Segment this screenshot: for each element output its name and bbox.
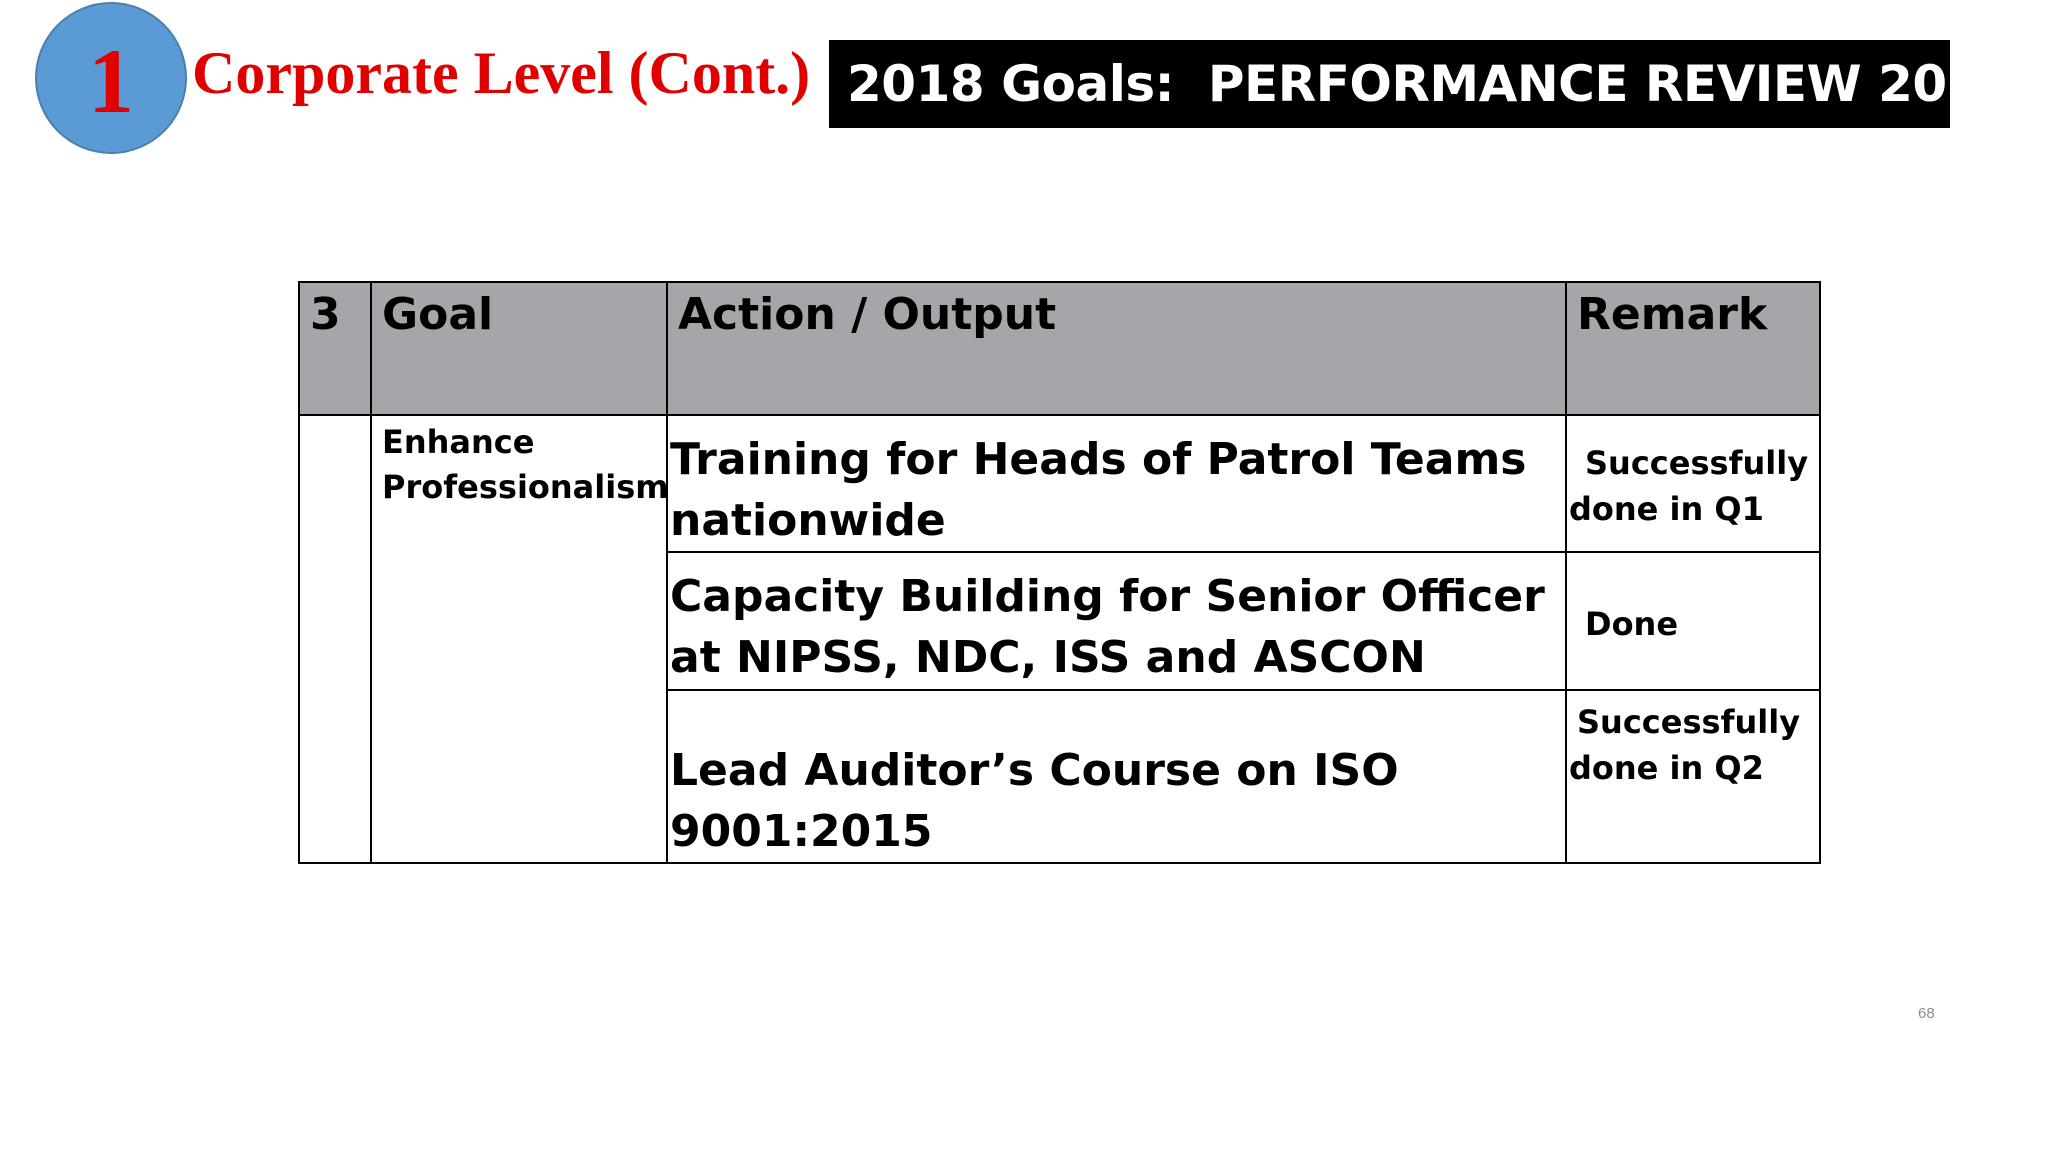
remark-line: done in Q1 <box>1569 490 1764 529</box>
action-cell: Lead Auditor’s Course on ISO 9001:2015 <box>667 690 1566 863</box>
number-cell <box>299 415 371 863</box>
table-header-row <box>299 282 1820 415</box>
header-action: Action / Output <box>667 282 1566 415</box>
remark-line: Done <box>1585 605 1679 644</box>
review-banner-text: 2018 Goals: PERFORMANCE REVIEW 2018. <box>847 55 2034 113</box>
remark-line: done in Q2 <box>1569 749 1764 788</box>
review-banner <box>829 40 2034 128</box>
remark-line: Successfully <box>1577 702 1801 741</box>
header-number: 3 <box>299 282 371 415</box>
section-number: 1 <box>88 30 134 132</box>
goals-table <box>298 281 1821 864</box>
section-number-badge <box>35 2 187 154</box>
action-cell: Capacity Building for Senior Officer at NIPSS, NDC, ISS and ASCON <box>667 552 1566 689</box>
remark-line: Successfully <box>1585 444 1809 482</box>
page-number: 68 <box>1918 1005 1935 1022</box>
section-title: Corporate Level (Cont.) <box>192 40 811 106</box>
header-remark: Remark <box>1566 282 1820 415</box>
action-cell: Training for Heads of Patrol Teams nationwide <box>667 415 1566 552</box>
header-goal: Goal <box>371 282 667 415</box>
remark-cell <box>1566 415 1820 552</box>
remark-cell <box>1566 690 1820 863</box>
goal-cell: Enhance Professionalism <box>371 415 667 863</box>
table-row <box>299 415 1820 552</box>
remark-cell <box>1566 552 1820 689</box>
